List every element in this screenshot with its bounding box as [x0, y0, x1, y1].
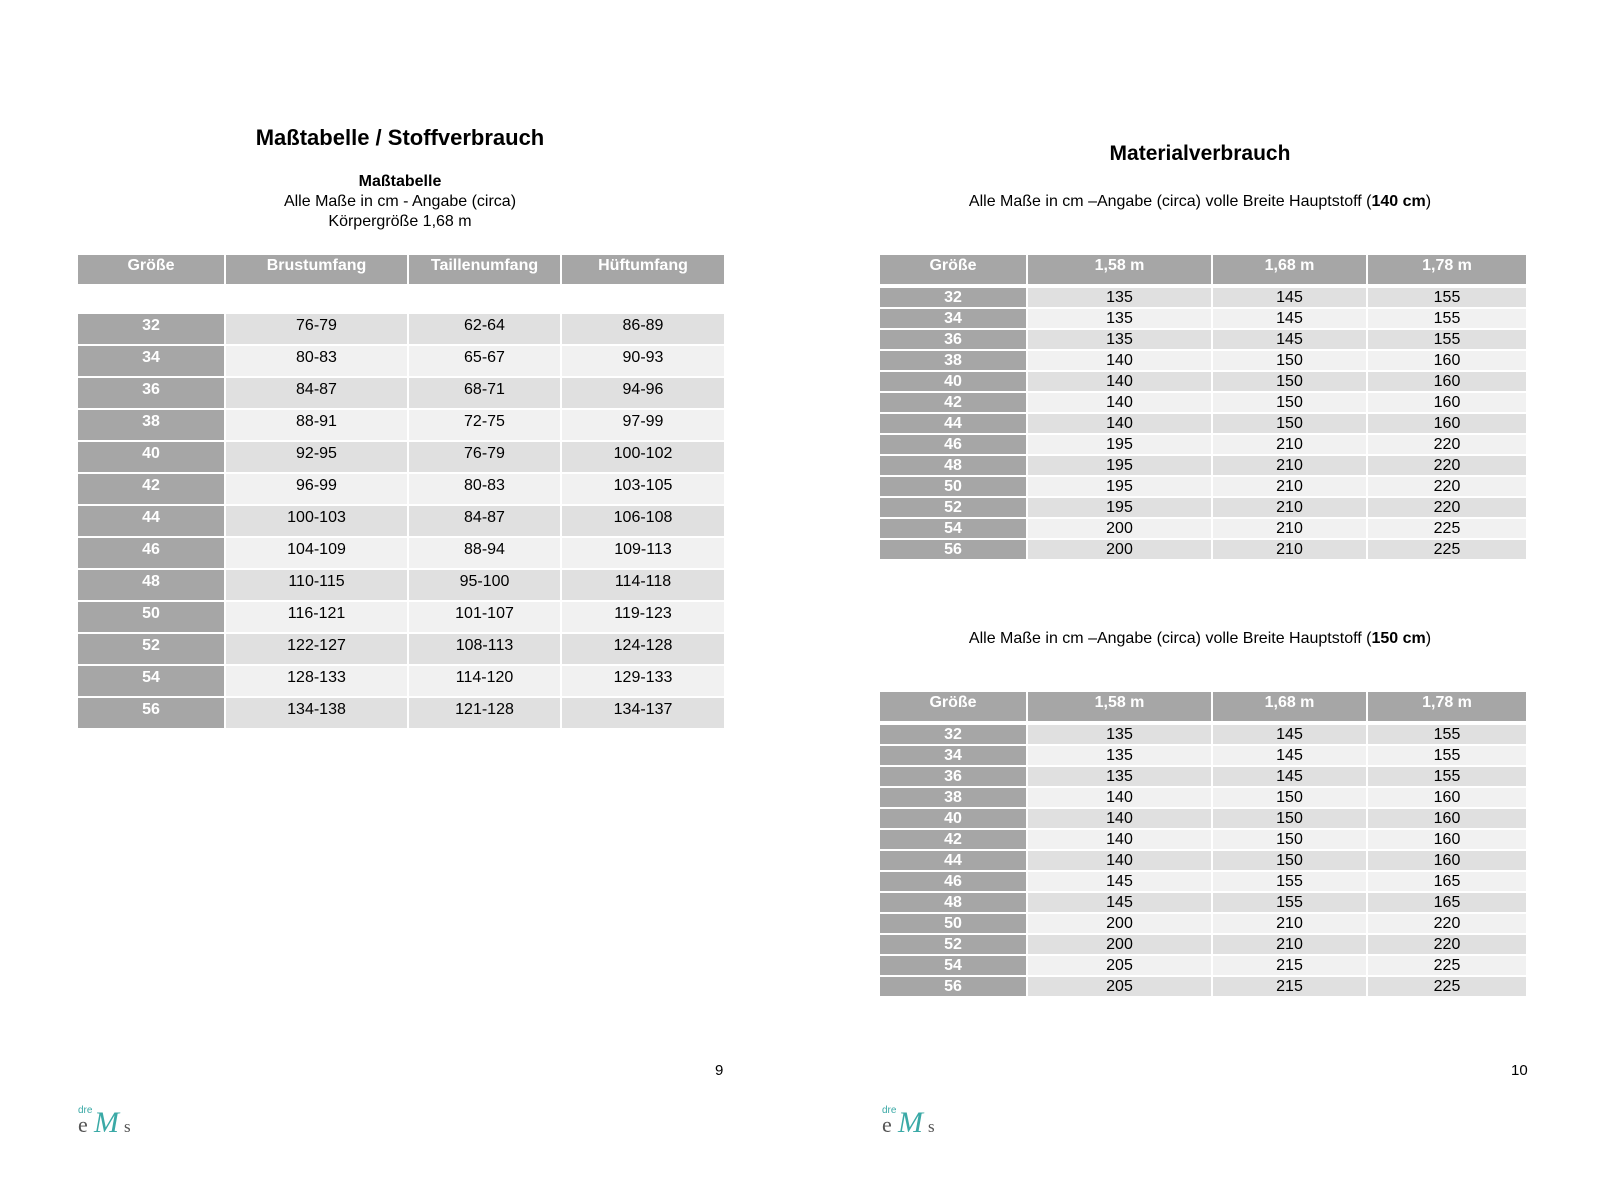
value-cell: 108-113: [409, 634, 562, 666]
value-cell: 135: [1028, 309, 1213, 330]
value-cell: 92-95: [226, 442, 409, 474]
table-row: [78, 698, 724, 730]
table-row: [880, 372, 1526, 393]
value-cell: 195: [1028, 498, 1213, 519]
table-row: [880, 456, 1526, 477]
value-cell: 225: [1368, 956, 1526, 977]
value-cell: 145: [1213, 330, 1368, 351]
size-cell: 34: [78, 346, 226, 378]
size-cell: 56: [880, 977, 1028, 998]
column-header: Größe: [880, 692, 1028, 721]
column-header: Größe: [880, 255, 1028, 284]
column-header: Hüftumfang: [562, 255, 724, 284]
table-row: [78, 314, 724, 346]
table-row: [78, 602, 724, 634]
material-table-150cm: [880, 692, 1526, 998]
size-cell: 32: [880, 288, 1028, 309]
column-header: 1,78 m: [1368, 255, 1526, 284]
value-cell: 220: [1368, 914, 1526, 935]
table-row: [78, 410, 724, 442]
value-cell: 195: [1028, 435, 1213, 456]
value-cell: 76-79: [226, 314, 409, 346]
size-cell: 36: [880, 330, 1028, 351]
size-cell: 46: [78, 538, 226, 570]
table-row: [880, 872, 1526, 893]
value-cell: 160: [1368, 372, 1526, 393]
value-cell: 145: [1213, 725, 1368, 746]
column-header: Größe: [78, 255, 226, 284]
value-cell: 225: [1368, 977, 1526, 998]
value-cell: 210: [1213, 519, 1368, 540]
value-cell: 109-113: [562, 538, 724, 570]
table-row: [880, 830, 1526, 851]
value-cell: 145: [1028, 893, 1213, 914]
table-subheading: Maßtabelle: [358, 173, 442, 190]
size-cell: 46: [880, 435, 1028, 456]
value-cell: 135: [1028, 288, 1213, 309]
value-cell: 134-137: [562, 698, 724, 730]
table-row: [78, 666, 724, 698]
body-height-note: Körpergröße 1,68 m: [328, 213, 472, 230]
value-cell: 210: [1213, 498, 1368, 519]
value-cell: 150: [1213, 851, 1368, 872]
size-cell: 32: [78, 314, 226, 346]
table-row: [78, 346, 724, 378]
svg-text:s: s: [928, 1117, 935, 1136]
value-cell: 100-102: [562, 442, 724, 474]
size-cell: 48: [78, 570, 226, 602]
value-cell: 129-133: [562, 666, 724, 698]
size-cell: 50: [880, 914, 1028, 935]
value-cell: 220: [1368, 435, 1526, 456]
table-row: [880, 746, 1526, 767]
page-number: 9: [715, 1062, 724, 1079]
value-cell: 135: [1028, 330, 1213, 351]
value-cell: 94-96: [562, 378, 724, 410]
value-cell: 122-127: [226, 634, 409, 666]
value-cell: 160: [1368, 351, 1526, 372]
size-cell: 52: [78, 634, 226, 666]
size-cell: 34: [880, 309, 1028, 330]
value-cell: 155: [1368, 767, 1526, 788]
value-cell: 210: [1213, 456, 1368, 477]
table-row: [880, 851, 1526, 872]
table-note: Alle Maße in cm - Angabe (circa): [283, 193, 517, 210]
column-header: Taillenumfang: [409, 255, 562, 284]
value-cell: 76-79: [409, 442, 562, 474]
value-cell: 145: [1213, 767, 1368, 788]
page-number: 10: [1511, 1062, 1528, 1079]
value-cell: 145: [1213, 288, 1368, 309]
size-cell: 38: [78, 410, 226, 442]
size-cell: 42: [880, 393, 1028, 414]
value-cell: 116-121: [226, 602, 409, 634]
value-cell: 200: [1028, 519, 1213, 540]
table-row: [78, 538, 724, 570]
size-cell: 40: [880, 809, 1028, 830]
table-row: [880, 351, 1526, 372]
table-row: [880, 393, 1526, 414]
table-row: [880, 519, 1526, 540]
value-cell: 165: [1368, 872, 1526, 893]
size-cell: 52: [880, 498, 1028, 519]
table-row: [78, 570, 724, 602]
size-cell: 44: [880, 851, 1028, 872]
value-cell: 135: [1028, 725, 1213, 746]
table-row: [78, 506, 724, 538]
value-cell: 124-128: [562, 634, 724, 666]
value-cell: 155: [1213, 893, 1368, 914]
value-cell: 150: [1213, 788, 1368, 809]
value-cell: 160: [1368, 788, 1526, 809]
fabric-width-note: Alle Maße in cm –Angabe (circa) volle Breite Hauptstoff (140 cm): [968, 193, 1432, 210]
value-cell: 210: [1213, 477, 1368, 498]
value-cell: 140: [1028, 809, 1213, 830]
value-cell: 150: [1213, 809, 1368, 830]
value-cell: 80-83: [226, 346, 409, 378]
value-cell: 95-100: [409, 570, 562, 602]
value-cell: 155: [1368, 725, 1526, 746]
value-cell: 225: [1368, 519, 1526, 540]
value-cell: 155: [1368, 309, 1526, 330]
table-row: [880, 288, 1526, 309]
value-cell: 145: [1028, 872, 1213, 893]
table-row: [880, 767, 1526, 788]
value-cell: 150: [1213, 393, 1368, 414]
value-cell: 140: [1028, 393, 1213, 414]
column-header: 1,68 m: [1213, 255, 1368, 284]
size-cell: 48: [880, 893, 1028, 914]
brand-logo: [880, 1100, 950, 1140]
value-cell: 205: [1028, 977, 1213, 998]
value-cell: 121-128: [409, 698, 562, 730]
value-cell: 140: [1028, 851, 1213, 872]
table-row: [78, 634, 724, 666]
table-row: [880, 956, 1526, 977]
value-cell: 160: [1368, 851, 1526, 872]
value-cell: 140: [1028, 351, 1213, 372]
fabric-width-note: Alle Maße in cm –Angabe (circa) volle Breite Hauptstoff (150 cm): [968, 630, 1432, 647]
value-cell: 114-120: [409, 666, 562, 698]
value-cell: 155: [1368, 746, 1526, 767]
size-cell: 42: [880, 830, 1028, 851]
size-cell: 38: [880, 788, 1028, 809]
svg-text:M: M: [898, 1106, 923, 1139]
column-header: 1,78 m: [1368, 692, 1526, 721]
size-cell: 38: [880, 351, 1028, 372]
value-cell: 205: [1028, 956, 1213, 977]
value-cell: 155: [1368, 288, 1526, 309]
value-cell: 80-83: [409, 474, 562, 506]
size-cell: 44: [880, 414, 1028, 435]
page-title: Maßtabelle / Stoffverbrauch: [255, 125, 545, 150]
value-cell: 160: [1368, 414, 1526, 435]
size-cell: 34: [880, 746, 1028, 767]
value-cell: 86-89: [562, 314, 724, 346]
value-cell: 104-109: [226, 538, 409, 570]
value-cell: 150: [1213, 414, 1368, 435]
table-row: [880, 414, 1526, 435]
value-cell: 88-94: [409, 538, 562, 570]
value-cell: 84-87: [226, 378, 409, 410]
size-cell: 50: [78, 602, 226, 634]
value-cell: 135: [1028, 767, 1213, 788]
value-cell: 90-93: [562, 346, 724, 378]
svg-text:e: e: [78, 1112, 88, 1137]
column-header: 1,68 m: [1213, 692, 1368, 721]
table-row: [880, 498, 1526, 519]
svg-text:e: e: [882, 1112, 892, 1137]
table-row: [78, 442, 724, 474]
value-cell: 220: [1368, 456, 1526, 477]
value-cell: 100-103: [226, 506, 409, 538]
value-cell: 150: [1213, 351, 1368, 372]
svg-text:dre: dre: [882, 1105, 897, 1116]
size-cell: 40: [78, 442, 226, 474]
size-cell: 48: [880, 456, 1028, 477]
value-cell: 210: [1213, 935, 1368, 956]
value-cell: 88-91: [226, 410, 409, 442]
value-cell: 68-71: [409, 378, 562, 410]
svg-text:M: M: [94, 1106, 119, 1139]
size-cell: 40: [880, 372, 1028, 393]
material-table-140cm: [880, 255, 1526, 561]
value-cell: 103-105: [562, 474, 724, 506]
table-row: [78, 378, 724, 410]
size-cell: 54: [880, 519, 1028, 540]
size-cell: 56: [880, 540, 1028, 561]
value-cell: 110-115: [226, 570, 409, 602]
size-cell: 54: [78, 666, 226, 698]
right-page: [800, 0, 1600, 1200]
value-cell: 210: [1213, 435, 1368, 456]
size-cell: 50: [880, 477, 1028, 498]
value-cell: 160: [1368, 830, 1526, 851]
value-cell: 150: [1213, 372, 1368, 393]
value-cell: 195: [1028, 477, 1213, 498]
table-row: [880, 914, 1526, 935]
table-row: [880, 477, 1526, 498]
value-cell: 215: [1213, 977, 1368, 998]
size-cell: 52: [880, 935, 1028, 956]
size-cell: 42: [78, 474, 226, 506]
value-cell: 210: [1213, 540, 1368, 561]
value-cell: 97-99: [562, 410, 724, 442]
value-cell: 145: [1213, 746, 1368, 767]
value-cell: 72-75: [409, 410, 562, 442]
svg-text:s: s: [124, 1117, 131, 1136]
page-title: Materialverbrauch: [1109, 142, 1291, 165]
table-row: [880, 330, 1526, 351]
table-row: [880, 893, 1526, 914]
value-cell: 119-123: [562, 602, 724, 634]
value-cell: 140: [1028, 830, 1213, 851]
value-cell: 140: [1028, 414, 1213, 435]
value-cell: 65-67: [409, 346, 562, 378]
value-cell: 220: [1368, 935, 1526, 956]
value-cell: 155: [1213, 872, 1368, 893]
value-cell: 155: [1368, 330, 1526, 351]
size-cell: 54: [880, 956, 1028, 977]
value-cell: 195: [1028, 456, 1213, 477]
value-cell: 215: [1213, 956, 1368, 977]
value-cell: 134-138: [226, 698, 409, 730]
value-cell: 200: [1028, 914, 1213, 935]
size-chart-table: [78, 255, 724, 730]
value-cell: 84-87: [409, 506, 562, 538]
table-row: [880, 309, 1526, 330]
value-cell: 128-133: [226, 666, 409, 698]
size-cell: 32: [880, 725, 1028, 746]
value-cell: 200: [1028, 540, 1213, 561]
table-row: [880, 725, 1526, 746]
table-row: [880, 977, 1526, 998]
size-cell: 46: [880, 872, 1028, 893]
brand-logo: [76, 1100, 146, 1140]
column-header: Brustumfang: [226, 255, 409, 284]
size-cell: 36: [78, 378, 226, 410]
value-cell: 160: [1368, 393, 1526, 414]
value-cell: 220: [1368, 477, 1526, 498]
value-cell: 150: [1213, 830, 1368, 851]
value-cell: 165: [1368, 893, 1526, 914]
column-header: 1,58 m: [1028, 692, 1213, 721]
size-cell: 56: [78, 698, 226, 730]
column-header: 1,58 m: [1028, 255, 1213, 284]
value-cell: 114-118: [562, 570, 724, 602]
value-cell: 160: [1368, 809, 1526, 830]
value-cell: 210: [1213, 914, 1368, 935]
table-row: [880, 788, 1526, 809]
table-row: [880, 809, 1526, 830]
value-cell: 62-64: [409, 314, 562, 346]
value-cell: 220: [1368, 498, 1526, 519]
value-cell: 200: [1028, 935, 1213, 956]
value-cell: 96-99: [226, 474, 409, 506]
table-row: [78, 474, 724, 506]
value-cell: 106-108: [562, 506, 724, 538]
table-row: [880, 540, 1526, 561]
value-cell: 145: [1213, 309, 1368, 330]
value-cell: 101-107: [409, 602, 562, 634]
table-row: [880, 935, 1526, 956]
value-cell: 140: [1028, 788, 1213, 809]
value-cell: 225: [1368, 540, 1526, 561]
value-cell: 135: [1028, 746, 1213, 767]
size-cell: 44: [78, 506, 226, 538]
table-row: [880, 435, 1526, 456]
value-cell: 140: [1028, 372, 1213, 393]
size-cell: 36: [880, 767, 1028, 788]
svg-text:dre: dre: [78, 1105, 93, 1116]
